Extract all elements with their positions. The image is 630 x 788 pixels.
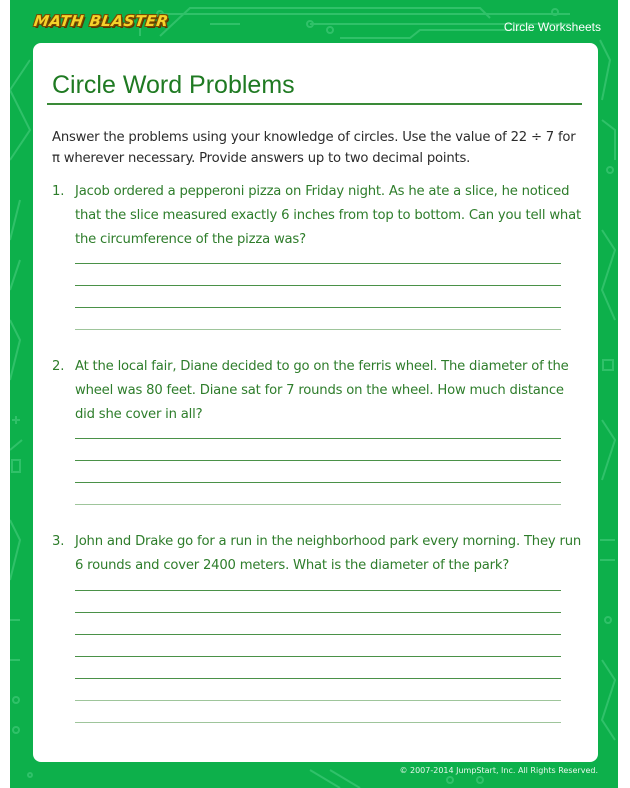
answer-line[interactable]	[75, 634, 561, 635]
instructions-text: Answer the problems using your knowledge of circles. Use the value of 22 ÷ 7 for π wherever necessary. Provide answers up to two decimal points.	[52, 130, 576, 166]
answer-line[interactable]	[75, 285, 561, 286]
answer-line[interactable]	[75, 700, 561, 701]
problem-number: 1.	[52, 184, 65, 199]
math-blaster-logo[interactable]: MATH BLASTER	[32, 12, 170, 30]
answer-line[interactable]	[75, 656, 561, 657]
answer-line[interactable]	[75, 678, 561, 679]
problem-text: Jacob ordered a pepperoni pizza on Friday night. As he ate a slice, he noticed that the slice measured exactly 6 inches from top to bottom. Can you tell what the circumference of the pizza was?	[75, 184, 581, 247]
answer-line[interactable]	[75, 307, 561, 308]
problem-text: At the local fair, Diane decided to go on the ferris wheel. The diameter of the wheel was 80 feet. Diane sat for 7 rounds on the wheel. How much distance did she cover in all?	[75, 359, 569, 422]
section-label[interactable]: Circle Worksheets	[503, 20, 601, 34]
answer-line[interactable]	[75, 612, 561, 613]
worksheet-card	[33, 43, 598, 762]
problem-number: 2.	[52, 359, 65, 374]
problem-3	[52, 530, 582, 578]
answer-line[interactable]	[75, 438, 561, 439]
page-title: Circle Word Problems	[52, 71, 295, 99]
problem-text: John and Drake go for a run in the neighborhood park every morning. They run 6 rounds and cover 2400 meters. What is the diameter of the park?	[75, 534, 582, 573]
copyright-notice: © 2007-2014 JumpStart, Inc. All Rights Reserved.	[399, 766, 598, 775]
answer-line[interactable]	[75, 263, 561, 264]
answer-line[interactable]	[75, 329, 561, 330]
title-divider	[47, 103, 582, 105]
problem-2	[52, 355, 582, 427]
answer-line[interactable]	[75, 504, 561, 505]
answer-line[interactable]	[75, 482, 561, 483]
worksheet-frame	[10, 0, 618, 788]
problem-1	[52, 180, 582, 252]
answer-line[interactable]	[75, 722, 561, 723]
problem-number: 3.	[52, 534, 65, 549]
answer-line[interactable]	[75, 590, 561, 591]
answer-line[interactable]	[75, 460, 561, 461]
